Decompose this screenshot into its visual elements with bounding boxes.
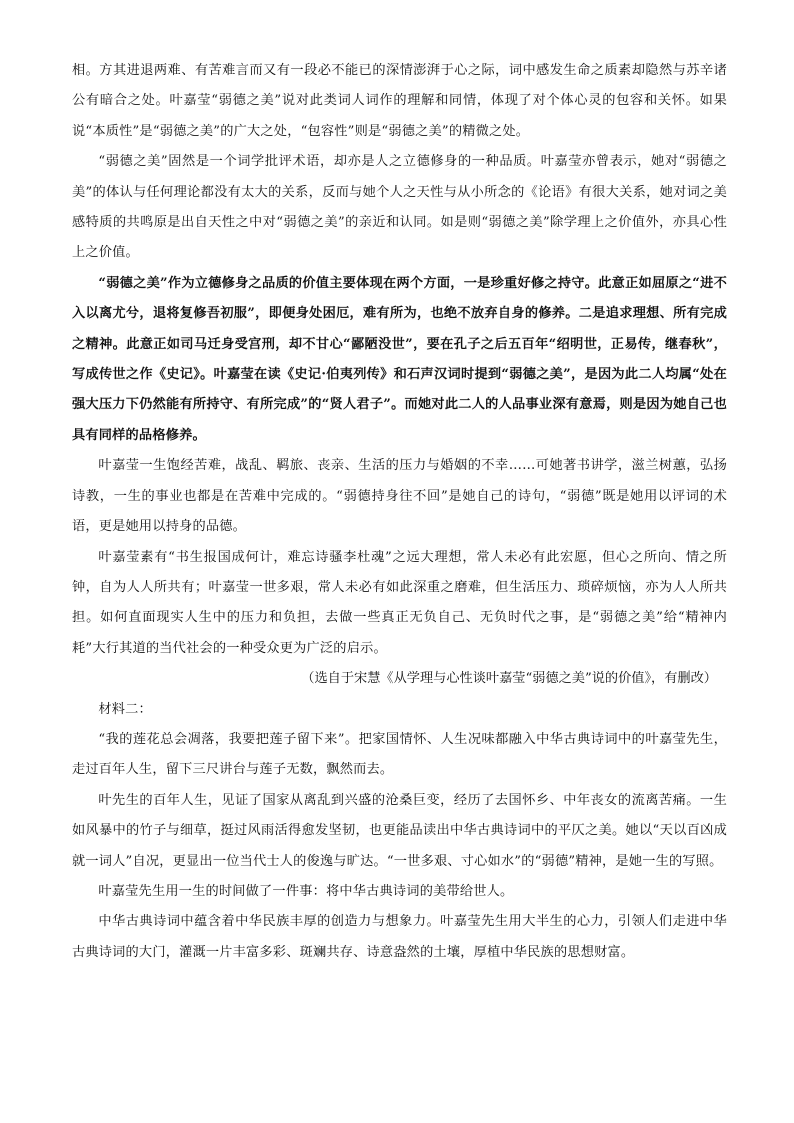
paragraph-9: 中华古典诗词中蕴含着中华民族丰厚的创造力与想象力。叶嘉莹先生用大半生的心力，引领人们走进中华古典诗词的大门，灌溉一片丰富多彩、斑斓共存、诗意盎然的土壤，厚植中华民族的思想财富。 bbox=[72, 914, 727, 960]
paragraph-7: 叶先生的百年人生，见证了国家从离乱到兴盛的沧桑巨变，经历了去国怀乡、中年丧女的流离苦痛。一生如风暴中的竹子与细草，挺过风雨活得愈发坚韧，也更能品读出中华古典诗词中的平仄之美。她以“天以百凶成就一词人”自况，更显出一位当代士人的俊逸与旷达。“一世多艰、寸心如水”的“弱德”精神，是她一生的写照。 bbox=[72, 792, 727, 869]
paragraph-2: “弱德之美”固然是一个词学批评术语，却亦是人之立德修身的一种品质。叶嘉莹亦曾表示，她对“弱德之美”的体认与任何理论都没有太大的关系，反而与她个人之天性与从小所念的《论语》有很大关系，她对词之美感特质的共鸣原是出自天性之中对“弱德之美”的亲近和认同。如是则“弱德之美”除学理上之价值外，亦具心性上之价值。 bbox=[72, 154, 727, 261]
paragraph-5: 叶嘉莹素有“书生报国成何计，难忘诗骚李杜魂”之远大理想，常人未必有此宏愿，但心之所向、情之所钟，自为人人所共有；叶嘉莹一世多艰，常人未必有如此深重之磨难，但生活压力、琐碎烦恼，亦为人人所共担。如何直面现实人生中的压力和负担，去做一些真正无负自己、无负时代之事，是“弱德之美”给“精神内耗”大行其道的当代社会的一种受众更为广泛的启示。 bbox=[72, 549, 727, 656]
paragraph-6: “我的莲花总会凋落，我要把莲子留下来”。把家国情怀、人生况味都融入中华古典诗词中的叶嘉莹先生，走过百年人生，留下三尺讲台与莲子无数，飘然而去。 bbox=[72, 731, 727, 778]
paragraph-8: 叶嘉莹先生用一生的时间做了一件事：将中华古典诗词的美带给世人。 bbox=[98, 883, 514, 899]
paragraph-4: 叶嘉莹一生饱经苦难，战乱、羁旅、丧亲、生活的压力与婚姻的不幸……可她著书讲学，滋兰树蕙，弘扬诗教，一生的事业也都是在苦难中完成的。“弱德持身往不回”是她自己的诗句，“弱德”既是她用以评词的术语，更是她用以持身的品德。 bbox=[72, 458, 727, 535]
material-two-heading: 材料二： bbox=[98, 701, 152, 717]
paragraph-3: “弱德之美”作为立德修身之品质的价值主要体现在两个方面，一是珍重好修之持守。此意正如屈原之“进不入以离尤兮，退将复修吾初服”，即便身处困厄，难有所为，也绝不放弃自身的修养。二是追求理想、所有完成之精神。此意正如司马迁身受宫刑，却不甘心“鄙陋没世”，要在孔子之后五百年“绍明世，正易传，继春秋”，写成传世之作《史记》。叶嘉莹在读《史记·伯夷列传》和石声汉词时提到“弱德之美”，是因为此二人均属“处在强大压力下仍然能有所持守、有所完成”的“贤人君子”。而她对此二人的人品事业深有意焉，则是因为她自己也具有同样的品格修养。 bbox=[72, 275, 727, 443]
source-citation: （选自于宋慧《从学理与心性谈叶嘉莹“弱德之美”说的价值》，有删改） bbox=[301, 671, 717, 687]
document-page bbox=[72, 56, 727, 968]
paragraph-1: 相。方其进退两难、有苦难言而又有一段必不能已的深情澎湃于心之际，词中感发生命之质素却隐然与苏辛诸公有暗合之处。叶嘉莹“弱德之美”说对此类词人词作的理解和同情，体现了对个体心灵的包容和关怀。如果说“本质性”是“弱德之美”的广大之处，“包容性”则是“弱德之美”的精微之处。 bbox=[72, 63, 727, 139]
